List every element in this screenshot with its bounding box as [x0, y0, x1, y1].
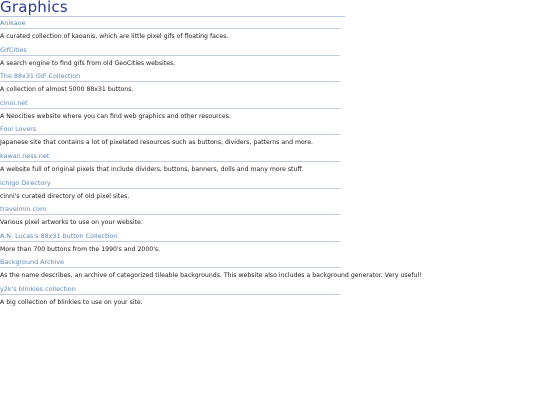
resource-description: A big collection of blinkies to use on your site.	[0, 298, 143, 306]
list-item	[0, 179, 540, 206]
resource-description: A search engine to find gifs from old GeoCities websites.	[0, 59, 176, 67]
entry-divider	[0, 214, 340, 215]
resource-description: More than 700 buttons from the 1990's and 2000's.	[0, 245, 161, 253]
list-item	[0, 258, 540, 285]
list-item	[0, 46, 540, 73]
entry-divider	[0, 134, 340, 135]
list-item	[0, 99, 540, 126]
list-item	[0, 125, 540, 152]
resource-link[interactable]: y2k's blinkies collection	[0, 284, 76, 293]
entry-divider	[0, 28, 340, 29]
entry-divider	[0, 241, 340, 242]
entry-divider	[0, 108, 340, 109]
list-item	[0, 232, 540, 259]
page-title: Graphics	[0, 0, 68, 16]
resource-link[interactable]: cinni.net	[0, 98, 28, 107]
resource-description: cinni's curated directory of old pixel sites.	[0, 192, 130, 200]
resource-description: A curated collection of kaoanis, which are little pixel gifs of floating faces.	[0, 33, 229, 40]
entry-divider	[0, 267, 340, 268]
resource-link[interactable]: A.N. Lucas's 88x31 button Collection	[0, 231, 118, 240]
list-item	[0, 72, 540, 99]
resource-link[interactable]: Anikaoe	[0, 19, 26, 27]
title-divider	[0, 16, 345, 17]
list-item	[0, 205, 540, 232]
entry-divider	[0, 55, 340, 56]
resource-description: A Neocities website where you can find web graphics and other resources.	[0, 112, 231, 120]
resource-link[interactable]: kawaii.ness.net	[0, 151, 50, 160]
resource-link[interactable]: GifCities	[0, 45, 27, 54]
entry-divider	[0, 294, 340, 295]
resource-link[interactable]: The 88x31 GIF Collection	[0, 72, 81, 81]
resource-link[interactable]: Fool Lovers	[0, 125, 37, 134]
resource-list	[0, 19, 540, 312]
resource-link[interactable]: Background Archive	[0, 258, 65, 267]
list-item	[0, 285, 540, 312]
list-item	[0, 152, 540, 179]
entry-divider	[0, 81, 340, 82]
list-item	[0, 19, 540, 46]
resource-description: A website full of original pixels that include dividers, buttons, banners, dolls and many more stuff.	[0, 165, 304, 173]
entry-divider	[0, 188, 340, 189]
resource-link[interactable]: travelmin.com	[0, 205, 47, 214]
resource-description: As the name describes, an archive of categorized tileable backgrounds. This website also includes a background generator. Very useful!	[0, 272, 422, 280]
resource-link[interactable]: Ichigo Directory	[0, 178, 51, 187]
entry-divider	[0, 161, 340, 162]
resource-description: Japanese site that contains a lot of pixelated resources such as buttons, dividers, patterns and more.	[0, 139, 313, 147]
resource-description: Various pixel artworks to use on your website.	[0, 219, 143, 227]
resource-description: A collection of almost 5000 88x31 buttons.	[0, 86, 134, 94]
